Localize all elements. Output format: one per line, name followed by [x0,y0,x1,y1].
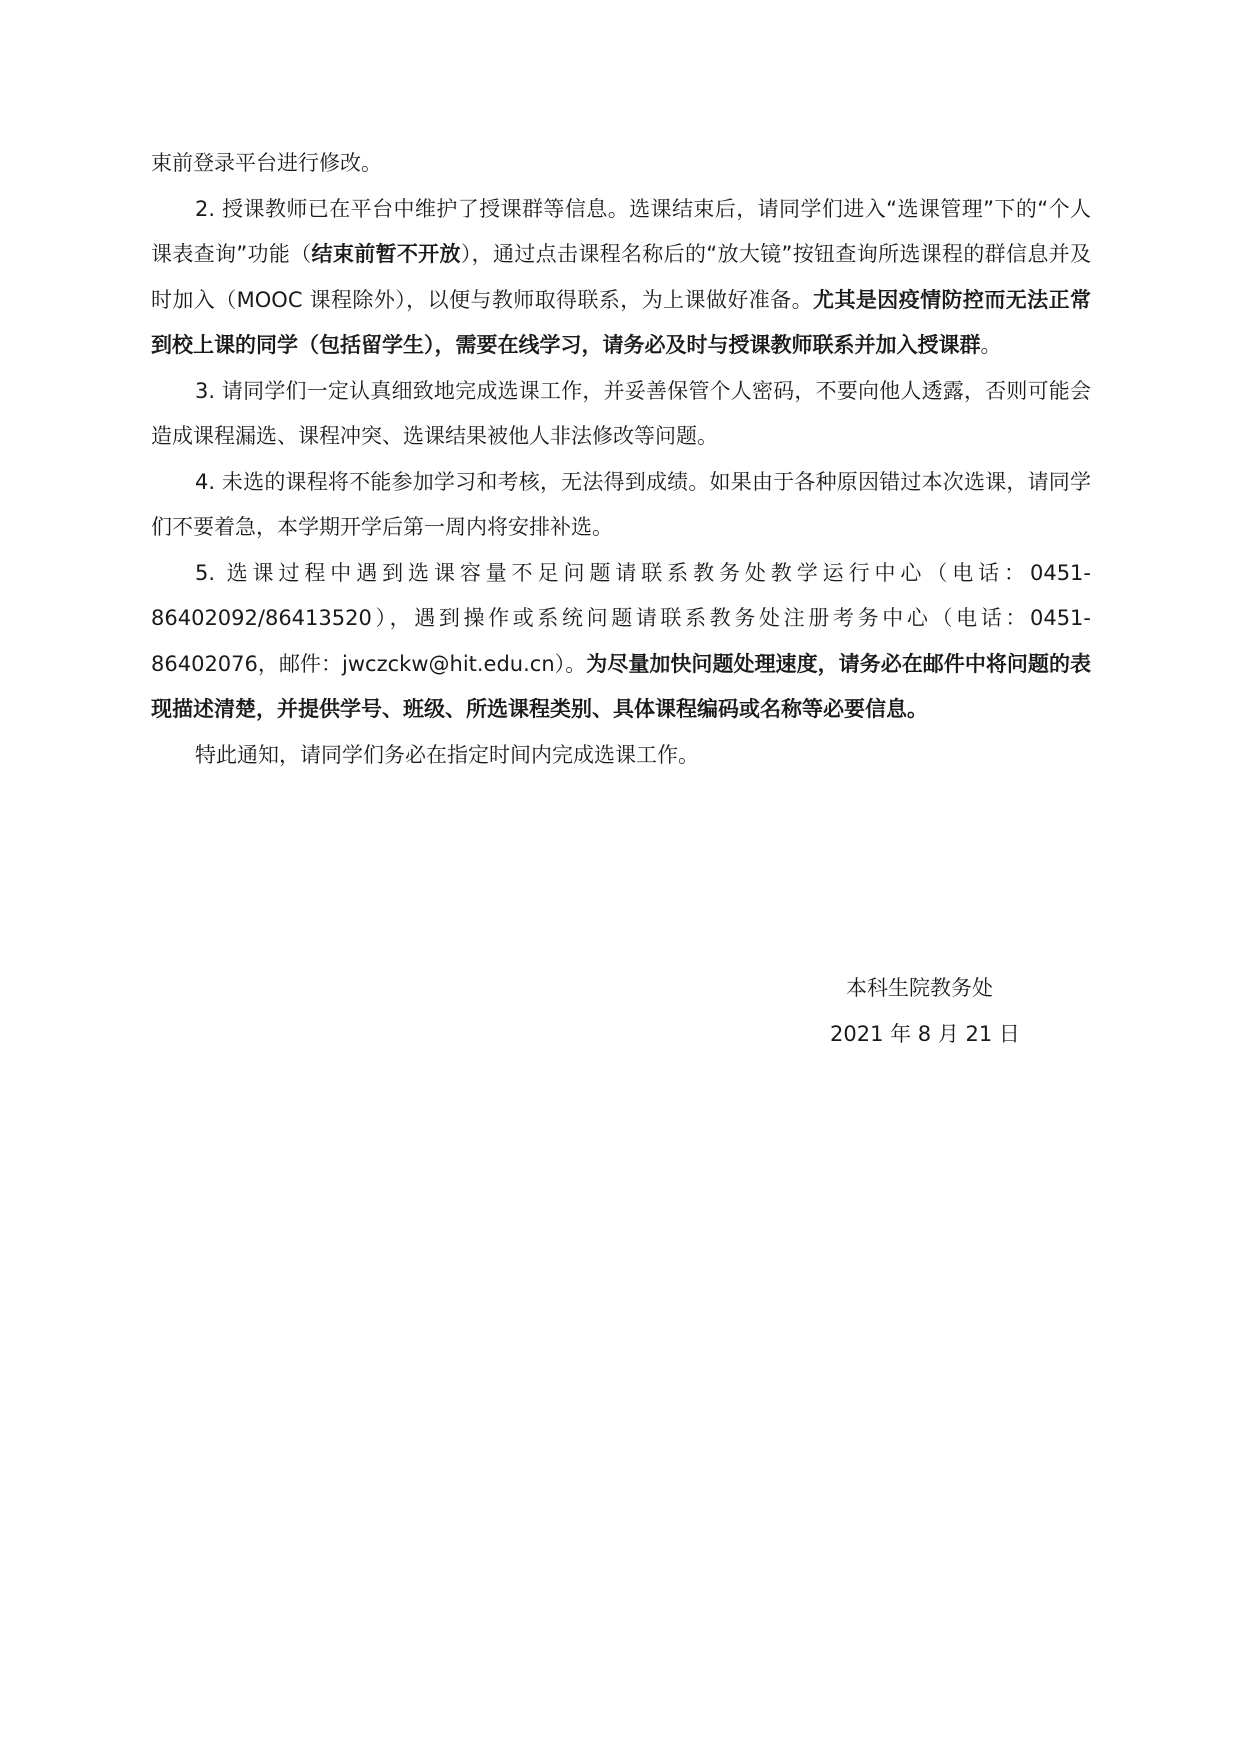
document-body [151,141,1091,778]
paragraph-item-2-bold-note: 结束前暂不开放 [311,242,461,266]
paragraph-item-2-bold-emphasis: 尤其是因疫情防控而无法正常到校上课的同学（包括留学生），需要在线学习，请务必及时与授课教师联系并加入授课群 [151,287,1092,357]
paragraph-item-5 [151,551,1091,733]
signature-organization: 本科生院教务处 [846,976,993,1000]
paragraph-item-5-text: 5. 选课过程中遇到选课容量不足问题请联系教务处教学运行中心（电话：0451-86402092/86413520），遇到操作或系统问题请联系教务处注册考务中心（电话：0451-86402076，邮件：jwczckw@hit.edu.cn）。 [151,560,1091,676]
paragraph-continuation: 束前登录平台进行修改。 [151,151,382,175]
signature-date: 2021 年 8 月 21 日 [830,1021,1020,1046]
paragraph-item-2-text: 2. 授课教师已在平台中维护了授课群等信息。选课结束后，请同学们进入“选课管理”下的“个人课表查询”功能（ [151,196,1091,266]
closing-statement: 特此通知，请同学们务必在指定时间内完成选课工作。 [195,742,699,767]
paragraph-item-2-text-continued: ），通过点击课程名称后的“放大镜”按钮查询所选课程的群信息并及时加入（MOOC 课程除外），以便与教师取得联系，为上课做好准备。 [151,242,1091,312]
paragraph-item-4: 4. 未选的课程将不能参加学习和考核，无法得到成绩。如果由于各种原因错过本次选课，请同学们不要着急，本学期开学后第一周内将安排补选。 [151,469,1091,539]
paragraph-item-2-end: 。 [980,333,1002,357]
paragraph-item-3: 3. 请同学们一定认真细致地完成选课工作，并妥善保管个人密码，不要向他人透露，否则可能会造成课程漏选、课程冲突、选课结果被他人非法修改等问题。 [151,378,1091,448]
paragraph-item-2 [151,187,1091,369]
signature-block [830,966,1050,1057]
paragraph-item-5-bold-emphasis: 为尽量加快问题处理速度，请务必在邮件中将问题的表现描述清楚，并提供学号、班级、所选课程类别、具体课程编码或名称等必要信息。 [151,651,1091,721]
